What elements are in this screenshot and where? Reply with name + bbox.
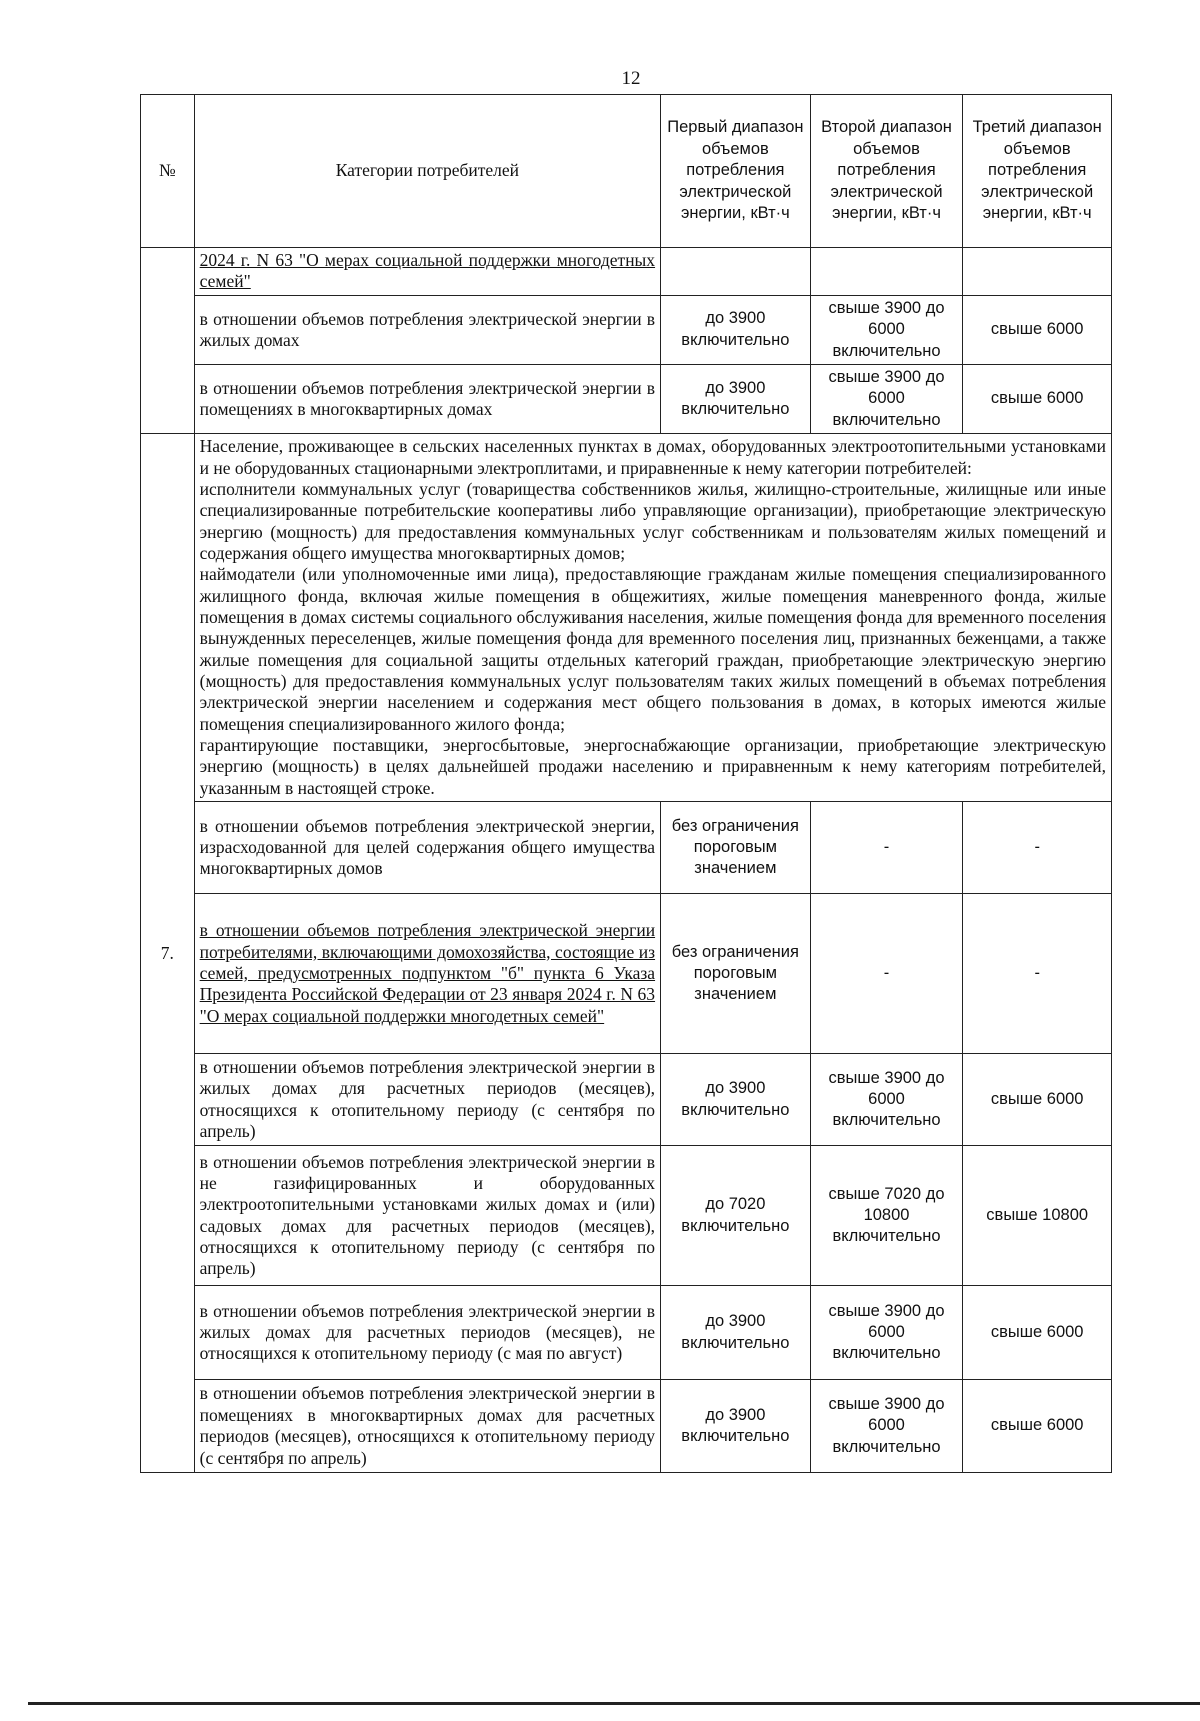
group-7 <box>141 434 1112 1473</box>
table-row <box>141 248 1112 296</box>
range1-cell: до 7020 включительно <box>661 1146 811 1286</box>
header-category: Категории потребителей <box>194 95 660 248</box>
range2-cell <box>810 248 963 296</box>
description-paragraph: наймодатели (или уполномоченные ими лица), предоставляющие гражданам жилые помещения специализированного жилищного фонда, включая жилые помещения в общежитиях, жилые помещения маневренного фонда, жилые помещения в домах системы социального обслуживания населения, жилые помещения фонда для временного поселения вынужденных переселенцев, жилые помещения фонда для временного поселения лиц, признанных беженцами, а также жилые помещения для социальной защиты отдельных категорий граждан, приобретающие электрическую энергию (мощность) для предоставления коммунальных услуг пользователям таких жилых помещений в объемах потребления электрической энергии населением и содержания мест общего пользования в домах, в которых имеются жилые помещения специализированного жилого фонда; <box>199 564 1106 734</box>
page-number: 12 <box>621 68 641 89</box>
range3-cell: свыше 6000 <box>963 1286 1112 1380</box>
table-row <box>141 1054 1112 1146</box>
table-row <box>141 295 1112 364</box>
header-range2: Второй диапазон объемов потребления электрической энергии, кВт·ч <box>810 95 963 248</box>
category-cell: в отношении объемов потребления электрической энергии в помещениях в многоквартирных домах <box>194 365 660 434</box>
table-row <box>141 894 1112 1054</box>
range1-cell: до 3900 включительно <box>661 1380 811 1473</box>
header-num: № <box>141 95 195 248</box>
range3-cell: свыше 6000 <box>963 365 1112 434</box>
range1-cell: до 3900 включительно <box>661 365 811 434</box>
range3-cell <box>963 248 1112 296</box>
header-range1: Первый диапазон объемов потребления электрической энергии, кВт·ч <box>661 95 811 248</box>
range1-cell <box>661 248 811 296</box>
category-cell: в отношении объемов потребления электрической энергии в жилых домах для расчетных периодов (месяцев), не относящихся к отопительному периоду (с мая по август) <box>194 1286 660 1380</box>
header-range3: Третий диапазон объемов потребления электрической энергии, кВт·ч <box>963 95 1112 248</box>
description-paragraph: Население, проживающее в сельских населенных пунктах в домах, оборудованных электроотопительными установками и не оборудованных стационарными электроплитами, и приравненные к нему категории потребителей: <box>199 436 1106 478</box>
continued-rows <box>141 248 1112 434</box>
description-paragraph: исполнители коммунальных услуг (товарищества собственников жилья, жилищно-строительные, жилищные или иные специализированные потребительские кооперативы либо управляющие организации), приобретающие электрическую энергию (мощность) для предоставления коммунальных услуг собственникам и пользователям жилых помещений и содержания общего имущества многоквартирных домов; <box>199 479 1106 564</box>
tariff-table <box>140 94 1112 1473</box>
range2-cell: - <box>810 802 963 894</box>
category-cell: в отношении объемов потребления электрической энергии в жилых домах для расчетных периодов (месяцев), относящихся к отопительному периоду (с сентября по апрель) <box>194 1054 660 1146</box>
group-description <box>194 434 1111 802</box>
range2-cell: - <box>810 894 963 1054</box>
range3-cell: свыше 6000 <box>963 1380 1112 1473</box>
table-row <box>141 1380 1112 1473</box>
range3-cell: свыше 10800 <box>963 1146 1112 1286</box>
range1-cell: до 3900 включительно <box>661 1054 811 1146</box>
range2-cell: свыше 3900 до 6000 включительно <box>810 1380 963 1473</box>
range1-cell: до 3900 включительно <box>661 295 811 364</box>
table-row <box>141 365 1112 434</box>
table-row <box>141 802 1112 894</box>
range3-cell: - <box>963 802 1112 894</box>
group-intro-row <box>141 434 1112 802</box>
continued-num-cell <box>141 248 195 434</box>
range2-cell: свыше 7020 до 10800 включительно <box>810 1146 963 1286</box>
table-header-row <box>141 95 1112 248</box>
range2-cell: свыше 3900 до 6000 включительно <box>810 1054 963 1146</box>
range2-cell: свыше 3900 до 6000 включительно <box>810 365 963 434</box>
category-cell: в отношении объемов потребления электрической энергии в не газифицированных и оборудованных электроотопительными установками жилых домах и (или) садовых домах для расчетных периодов (месяцев), относящихся к отопительному периоду (с сентября по апрель) <box>194 1146 660 1286</box>
category-cell: 2024 г. N 63 "О мерах социальной поддержки многодетных семей" <box>194 248 660 296</box>
range1-cell: без ограничения пороговым значением <box>661 802 811 894</box>
category-cell: в отношении объемов потребления электрической энергии, израсходованной для целей содержания общего имущества многоквартирных домов <box>194 802 660 894</box>
range3-cell: - <box>963 894 1112 1054</box>
table-row <box>141 1146 1112 1286</box>
range2-cell: свыше 3900 до 6000 включительно <box>810 295 963 364</box>
description-paragraph: гарантирующие поставщики, энергосбытовые, энергоснабжающие организации, приобретающие электрическую энергию (мощность) в целях дальнейшей продажи населению и приравненным к нему категориям потребителей, указанным в настоящей строке. <box>199 735 1106 798</box>
category-cell: в отношении объемов потребления электрической энергии потребителями, включающими домохозяйства, состоящие из семей, предусмотренных подпунктом "б" пункта 6 Указа Президента Российской Федерации от 23 января 2024 г. N 63 "О мерах социальной поддержки многодетных семей" <box>194 894 660 1054</box>
range3-cell: свыше 6000 <box>963 1054 1112 1146</box>
range1-cell: до 3900 включительно <box>661 1286 811 1380</box>
category-cell: в отношении объемов потребления электрической энергии в помещениях в многоквартирных домах для расчетных периодов (месяцев), относящихся к отопительному периоду (с сентября по апрель) <box>194 1380 660 1473</box>
range3-cell: свыше 6000 <box>963 295 1112 364</box>
range2-cell: свыше 3900 до 6000 включительно <box>810 1286 963 1380</box>
row-number: 7. <box>141 434 195 1473</box>
page-bottom-rule <box>28 1702 1200 1705</box>
category-cell: в отношении объемов потребления электрической энергии в жилых домах <box>194 295 660 364</box>
range1-cell: без ограничения пороговым значением <box>661 894 811 1054</box>
table-row <box>141 1286 1112 1380</box>
